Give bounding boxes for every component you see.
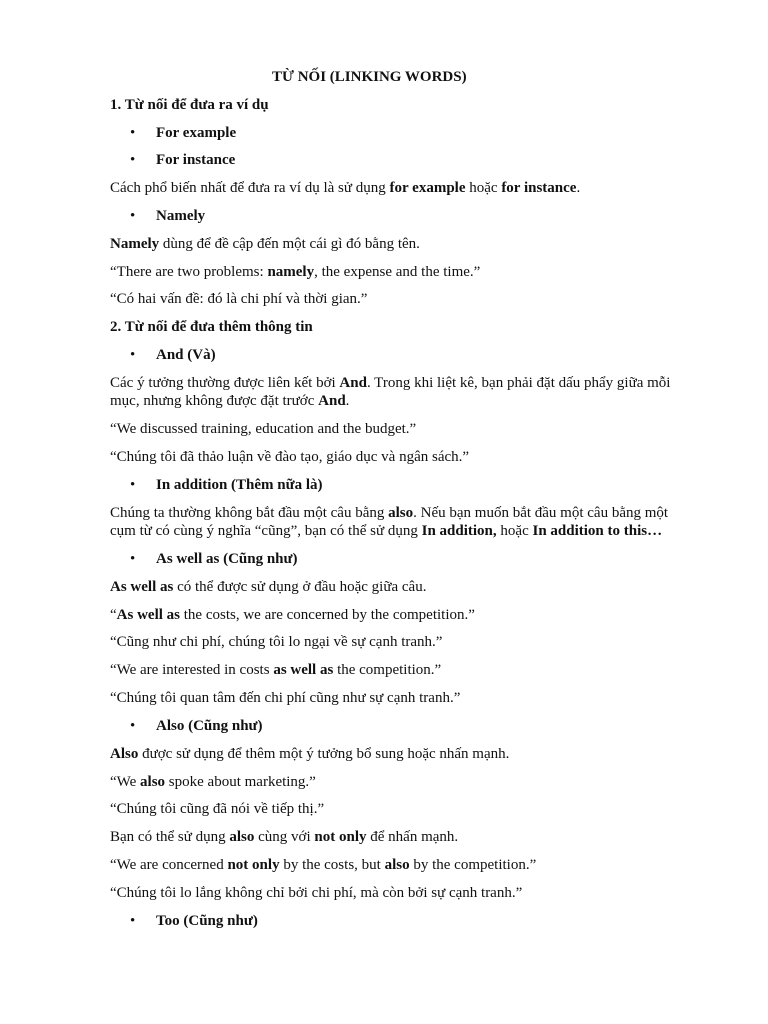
bold-term: also (388, 505, 414, 521)
paragraph-namely (110, 235, 420, 253)
bullet-text: For instance (156, 152, 236, 168)
page-title: TỪ NỐI (LINKING WORDS) (272, 69, 467, 85)
bullet-text: Namely (156, 208, 206, 224)
bold-term: as well as (273, 662, 334, 678)
text-span: “We are interested in costs (110, 662, 274, 678)
section-heading-1: 1. Từ nối để đưa ra ví dụ (110, 97, 269, 113)
text-span: the costs, we are concerned by the competition.” (180, 607, 475, 623)
example-also-en (110, 773, 316, 791)
example-not-only-en (110, 856, 536, 874)
bold-term: In addition to this… (532, 523, 663, 539)
example-also-vi: “Chúng tôi cũng đã nói về tiếp thị.” (110, 801, 325, 817)
bold-term: not only (314, 829, 367, 845)
text-span: được sử dụng để thêm một ý tưởng bổ sung hoặc nhấn mạnh. (138, 746, 510, 762)
text-span: cùng với (254, 829, 315, 845)
paragraph-in-addition (110, 504, 690, 540)
section-heading-2: 2. Từ nối để đưa thêm thông tin (110, 319, 313, 335)
text-span: Các ý tưởng thường được liên kết bởi (110, 375, 340, 391)
bullet-icon: • (130, 208, 136, 224)
text-span: “We (110, 774, 141, 790)
example-as-well-as-2-en (110, 661, 441, 679)
bullet-icon: • (130, 347, 136, 363)
text-span: “ (110, 607, 117, 623)
text-span: “There are two problems: (110, 264, 268, 280)
bullet-text: Also (Cũng như) (156, 718, 263, 734)
bold-term: not only (227, 857, 280, 873)
bold-term: also (384, 857, 410, 873)
text-span: . (345, 393, 350, 409)
text-span: by the competition.” (409, 857, 537, 873)
example-as-well-as-1-vi: “Cũng như chi phí, chúng tôi lo ngại về sự cạnh tranh.” (110, 634, 443, 650)
text-span: Bạn có thể sử dụng (110, 829, 230, 845)
bold-term: In addition, (421, 523, 497, 539)
example-as-well-as-1-en (110, 606, 475, 624)
text-span: spoke about marketing.” (165, 774, 316, 790)
bold-term: As well as (116, 607, 181, 623)
text-span: . (576, 180, 581, 196)
text-span: . Nếu bạn muốn bắt đầu một câu bằng một cụm từ có cùng ý nghĩa “cũng”, bạn có thể sử dụng (110, 505, 669, 539)
bold-term: Also (110, 746, 139, 762)
bold-term: And (318, 393, 346, 409)
bullet-icon: • (130, 152, 136, 168)
bullet-text: In addition (Thêm nữa là) (156, 477, 323, 493)
bullet-text: As well as (Cũng như) (156, 551, 298, 567)
text-span: “We are concerned (110, 857, 228, 873)
bold-term: also (140, 774, 166, 790)
bold-term: for instance (501, 180, 577, 196)
text-span: có thể được sử dụng ở đầu hoặc giữa câu. (173, 579, 427, 595)
text-span: hoặc (465, 180, 502, 196)
text-span: . Trong khi liệt kê, bạn phải đặt dấu phẩy giữa mỗi mục, nhưng không được đặt trước (110, 375, 671, 409)
text-span: hoặc (496, 523, 533, 539)
example-namely-vi: “Có hai vấn đề: đó là chi phí và thời gian.” (110, 291, 368, 307)
bullet-text: Too (Cũng như) (156, 913, 258, 929)
bullet-text: And (Và) (156, 347, 216, 363)
bullet-icon: • (130, 477, 136, 493)
example-not-only-vi: “Chúng tôi lo lắng không chỉ bởi chi phí, mà còn bởi sự cạnh tranh.” (110, 885, 523, 901)
bold-term: And (339, 375, 367, 391)
bullet-icon: • (130, 125, 136, 141)
text-span: the competition.” (333, 662, 442, 678)
bullet-text: For example (156, 125, 237, 141)
bold-term: As well as (110, 579, 174, 595)
example-and-vi: “Chúng tôi đã thảo luận về đào tạo, giáo dục và ngân sách.” (110, 449, 470, 465)
text-span: dùng để đề cập đến một cái gì đó bằng tên. (159, 236, 420, 252)
text-span: , the expense and the time.” (314, 264, 481, 280)
bullet-icon: • (130, 913, 136, 929)
text-span: để nhấn mạnh. (366, 829, 459, 845)
bold-term: also (229, 829, 255, 845)
paragraph-also (110, 745, 509, 763)
paragraph-and (110, 374, 690, 410)
text-span: by the costs, but (279, 857, 385, 873)
paragraph-example-usage (110, 179, 580, 197)
bullet-icon: • (130, 718, 136, 734)
text-span: Cách phổ biến nhất để đưa ra ví dụ là sử dụng (110, 180, 390, 196)
text-span: Chúng ta thường không bắt đầu một câu bằng (110, 505, 389, 521)
bullet-icon: • (130, 551, 136, 567)
bold-term: Namely (110, 236, 160, 252)
bold-term: namely (267, 264, 315, 280)
example-namely-en (110, 263, 480, 281)
example-and-en: “We discussed training, education and the budget.” (110, 421, 417, 437)
bold-term: for example (389, 180, 466, 196)
paragraph-also-not-only (110, 828, 458, 846)
example-as-well-as-2-vi: “Chúng tôi quan tâm đến chi phí cũng như sự cạnh tranh.” (110, 690, 461, 706)
paragraph-as-well-as (110, 578, 426, 596)
